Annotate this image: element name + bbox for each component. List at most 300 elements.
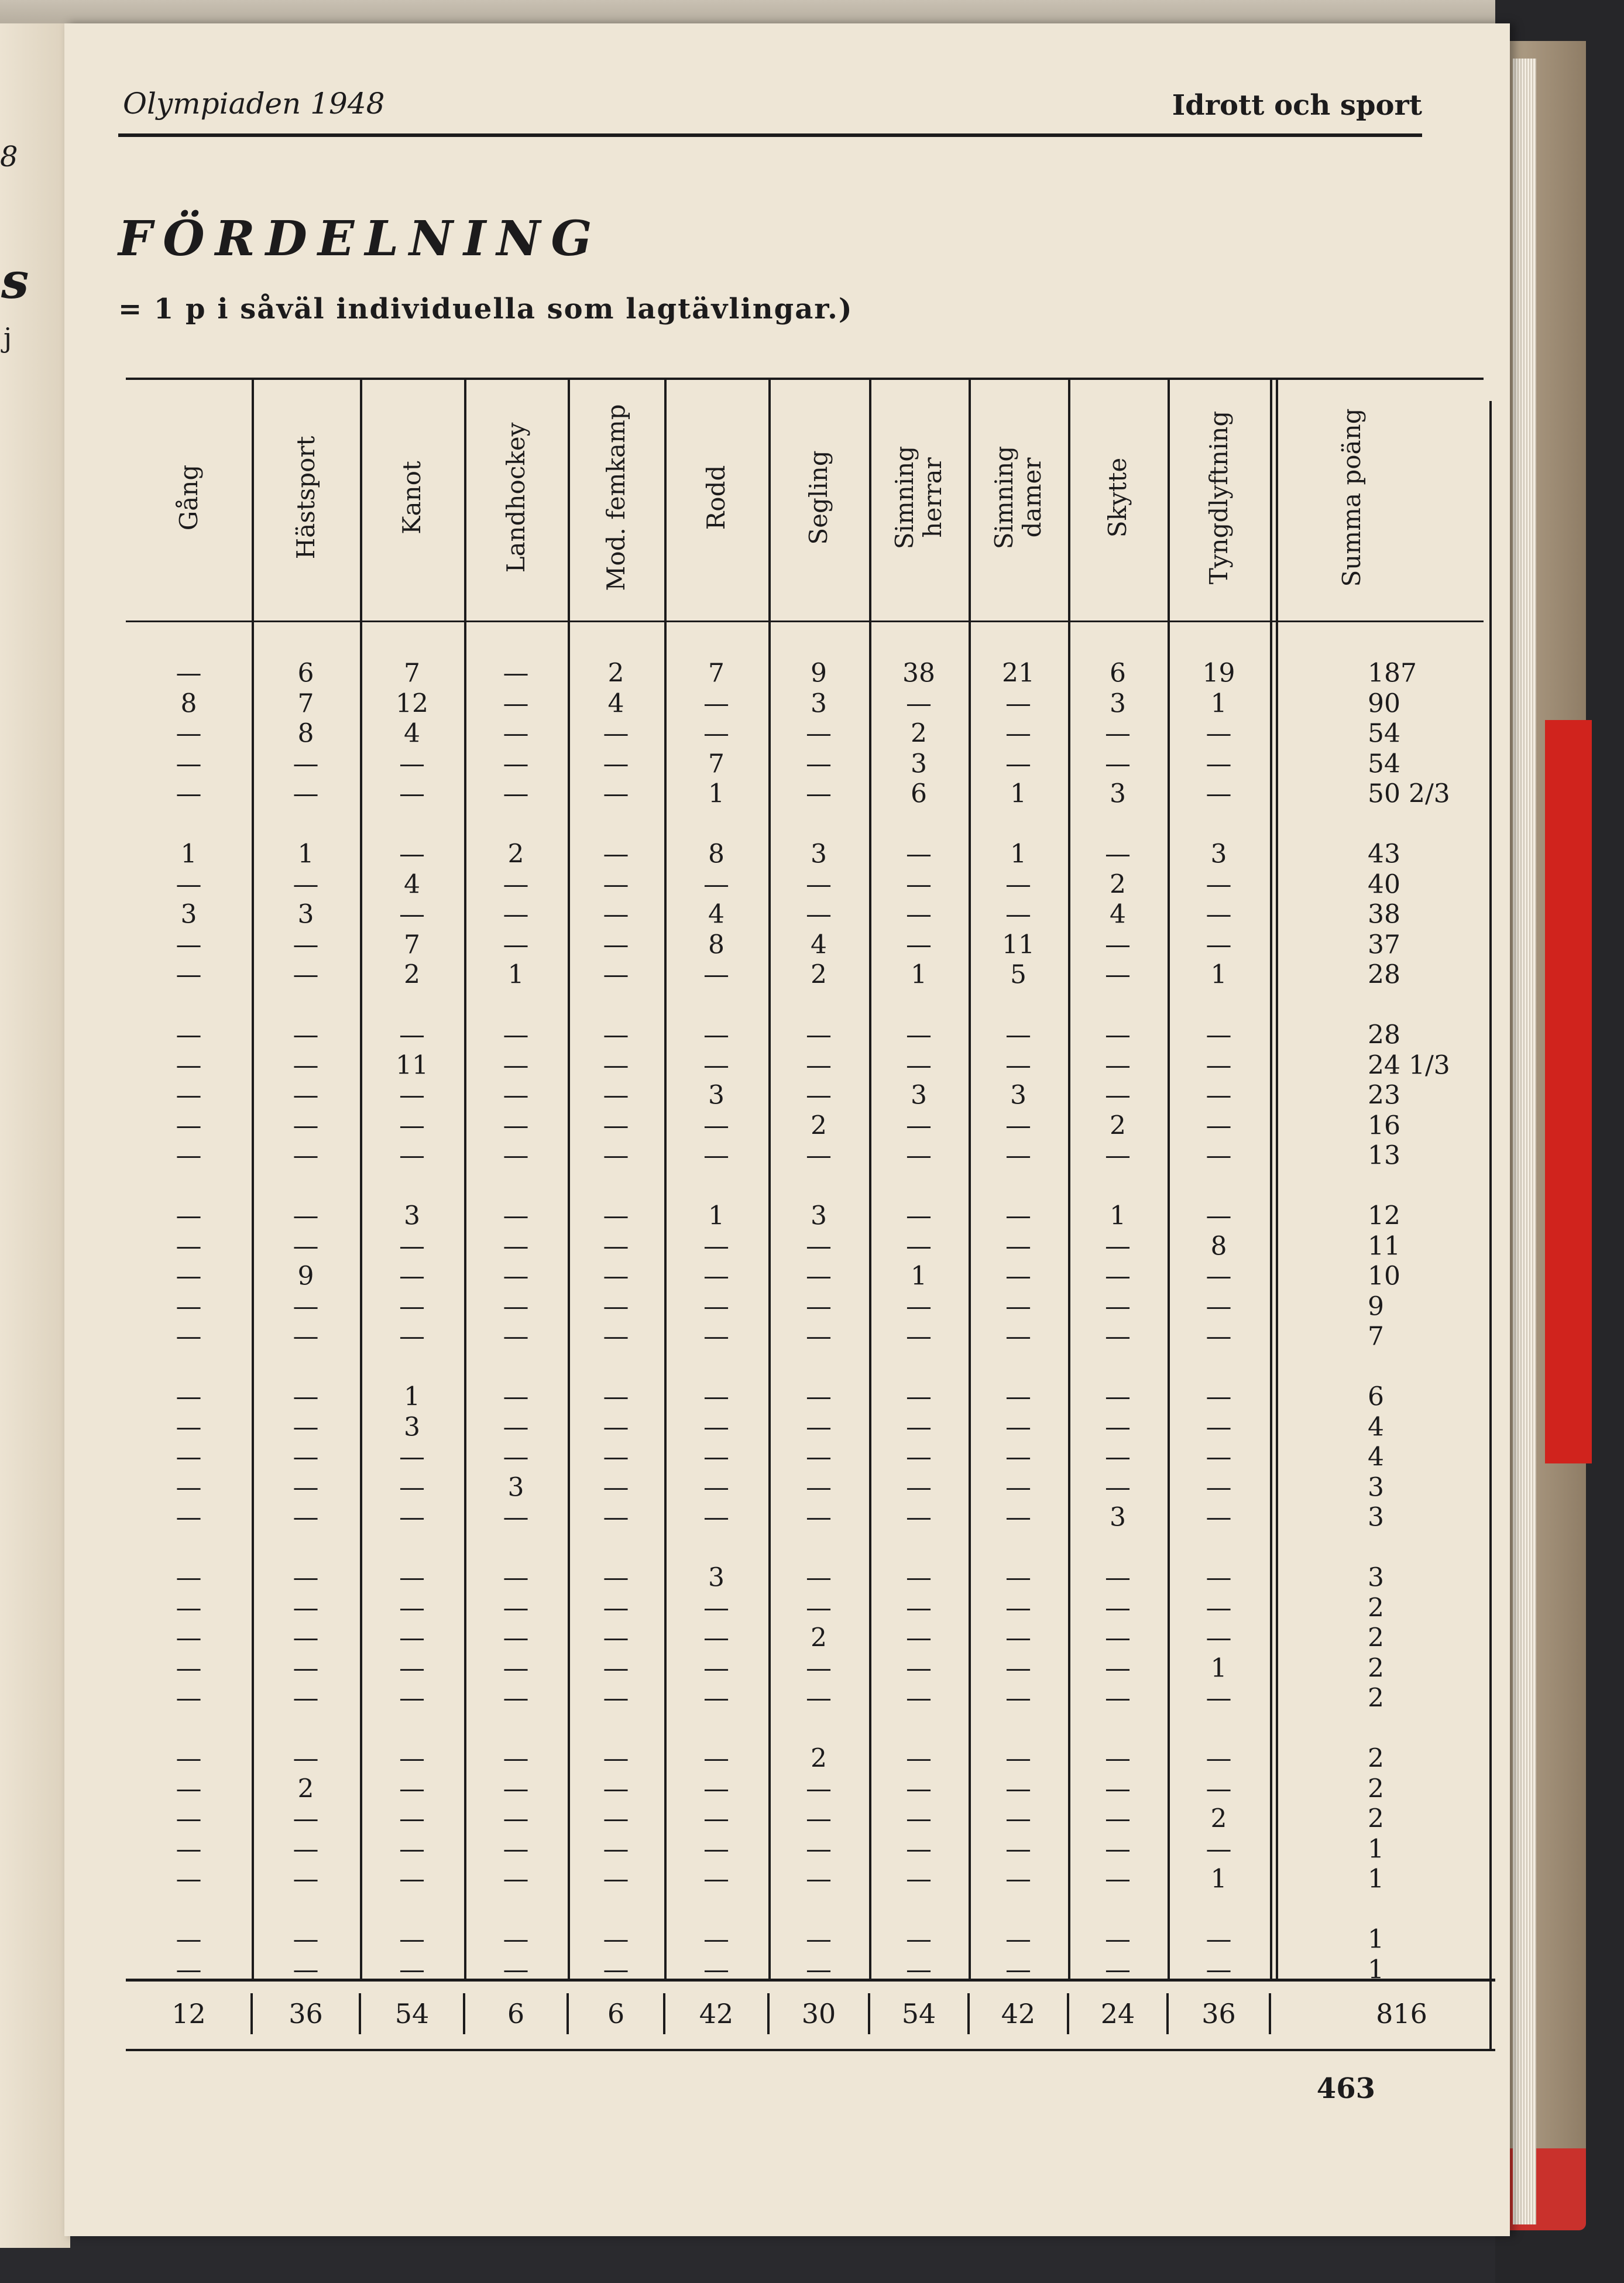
table-cell: — [293,1321,319,1352]
table-cell: — [603,1080,629,1110]
table-cell: — [1005,1743,1031,1774]
table-cell: — [176,1864,202,1894]
table-cell: — [293,779,319,809]
total-cell: 30 [801,1998,836,2030]
sum-cell: 38 [1368,899,1400,930]
table-cell: — [806,1924,832,1955]
totals-divider [767,1993,770,2034]
table-cell: — [1005,1924,1031,1955]
table-cell: — [399,1774,425,1804]
table-cell: 2 [811,1623,827,1653]
table-cell: — [1005,899,1031,930]
table-cell: — [503,1261,529,1291]
table-cell: — [1005,718,1031,749]
table-cell: — [293,1291,319,1321]
sum-cell: 4 [1368,1442,1384,1472]
table-cell: — [399,1020,425,1050]
table-cell: — [399,1080,425,1110]
table-cell: 3 [811,1201,827,1231]
table-cell: — [1206,1382,1232,1412]
table-cell: — [399,1291,425,1321]
totals-divider [1067,1993,1069,2034]
table-cell: — [503,1110,529,1140]
sum-cell: 12 [1368,1201,1400,1231]
table-cell: 8 [1210,1231,1227,1261]
table-cell: — [806,1140,832,1171]
table-cell: — [806,1955,832,1984]
table-cell: — [176,869,202,899]
table-cell: — [1105,1472,1131,1502]
table-cell: 1 [708,779,725,809]
table-cell: 3 [297,899,314,930]
table-cell: — [703,1804,729,1834]
table-cell: — [806,1653,832,1683]
column-divider [568,378,570,1979]
table-cell: — [906,1472,932,1502]
table-cell: — [1206,1412,1232,1442]
table-cell: — [293,1472,319,1502]
table-cell: — [293,1743,319,1774]
table-cell: — [806,1020,832,1050]
table-cell: — [603,1623,629,1653]
table-cell: — [399,1321,425,1352]
table-cell: — [1105,1382,1131,1412]
table-cell: — [703,1864,729,1894]
table-cell: — [703,1231,729,1261]
sum-cell: 90 [1368,688,1400,718]
table-cell: — [293,1804,319,1834]
table-cell: 1 [1010,839,1026,869]
table-cell: 1 [1210,1653,1227,1683]
table-cell: — [806,718,832,749]
table-cell: — [703,688,729,718]
table-cell: — [293,1562,319,1593]
table-cell: — [293,1050,319,1080]
table-cell: — [703,1412,729,1442]
total-cell: 54 [901,1998,936,2030]
table-cell: — [603,959,629,990]
table-cell: — [176,1653,202,1683]
table-cell: — [906,1834,932,1864]
table-cell: — [806,1080,832,1110]
table-cell: — [176,1110,202,1140]
table-cell: 4 [404,718,420,749]
table-cell: — [703,1593,729,1623]
table-cell: — [399,1653,425,1683]
sum-cell: 4 [1368,1412,1384,1442]
table-cell: — [176,1321,202,1352]
table-cell: — [1206,1050,1232,1080]
table-cell: — [503,1201,529,1231]
table-cell: — [399,1834,425,1864]
table-cell: — [703,1140,729,1171]
table-cell: — [176,1080,202,1110]
header-rule [118,133,1422,137]
table-cell: — [1005,1653,1031,1683]
table-cell: — [293,1653,319,1683]
table-cell: — [1105,1924,1131,1955]
table-cell: — [703,1020,729,1050]
table-cell: — [503,1080,529,1110]
table-cell: — [503,1593,529,1623]
sum-cell: 6 [1368,1382,1384,1412]
column-divider [869,378,871,1979]
table-cell: — [906,1442,932,1472]
table-cell: 1 [404,1382,420,1412]
table-cell: — [503,658,529,688]
totals-divider [463,1993,465,2034]
table-cell: — [293,1140,319,1171]
table-cell: — [1005,1231,1031,1261]
table-cell: 1 [911,1261,927,1291]
table-cell: — [1105,1593,1131,1623]
table-cell: — [703,1502,729,1533]
table-cell: — [806,1562,832,1593]
table-cell: — [399,1261,425,1291]
table-cell: — [1005,1201,1031,1231]
table-cell: 3 [1110,688,1126,718]
page-subtitle: = 1 p i såväl individuella som lagtävlingar.) [118,293,853,325]
sum-cell: 10 [1368,1261,1400,1291]
table-cell: — [176,1593,202,1623]
table-cell: 4 [404,869,420,899]
table-cell: — [1105,1140,1131,1171]
table-cell: — [503,930,529,959]
table-cell: 3 [1010,1080,1026,1110]
table-cell: — [603,1050,629,1080]
table-cell: — [176,1291,202,1321]
table-cell: — [503,1924,529,1955]
column-header-label: Simning herrar [890,445,947,550]
table-cell: — [603,1593,629,1623]
table-cell: — [176,959,202,990]
table-cell: — [399,1562,425,1593]
table-cell: 21 [1002,658,1035,688]
table-cell: — [293,1834,319,1864]
table-cell: — [1206,1834,1232,1864]
table-cell: 4 [607,688,624,718]
table-cell: 1 [297,839,314,869]
table-cell: — [703,1110,729,1140]
table-cell: — [603,1321,629,1352]
table-cell: — [906,899,932,930]
table-cell: — [293,1955,319,1984]
table-cell: — [1005,1955,1031,1984]
table-cell: — [906,1623,932,1653]
table-cell: — [503,1834,529,1864]
table-cell: — [176,1562,202,1593]
table-cell: — [703,1623,729,1653]
table-cell: — [603,1562,629,1593]
table-cell: 2 [911,718,927,749]
table-cell: 7 [297,688,314,718]
table-cell: — [293,1924,319,1955]
table-cell: — [1005,688,1031,718]
table-cell: 4 [1110,899,1126,930]
table-cell: — [603,1774,629,1804]
table-cell: — [703,1743,729,1774]
table-cell: — [1105,1955,1131,1984]
table-cell: — [703,1382,729,1412]
total-cell: 24 [1100,1998,1135,2030]
table-cell: 3 [708,1080,725,1110]
table-cell: — [603,1472,629,1502]
table-cell: — [1105,1683,1131,1713]
table-cell: 1 [911,959,927,990]
column-divider [1168,378,1170,1979]
column-header-label: Kanot [397,461,426,534]
totals-divider [868,1993,870,2034]
table-cell: — [906,1955,932,1984]
table-cell: — [703,1291,729,1321]
table-cell: — [399,1683,425,1713]
column-divider [252,378,254,1979]
table-cell: — [293,1201,319,1231]
total-cell: 816 [1376,1998,1427,2030]
table-cell: — [806,1683,832,1713]
table-cell: — [503,1623,529,1653]
table-cell: — [293,1080,319,1110]
column-header-label: Summa poäng [1337,408,1366,587]
total-cell: 6 [607,1998,625,2030]
table-cell: — [806,1864,832,1894]
table-cell: — [176,1261,202,1291]
page-number: 463 [1316,2072,1375,2105]
table-cell: — [1206,1683,1232,1713]
table-cell: — [176,1955,202,1984]
total-cell: 12 [171,1998,206,2030]
table-cell: — [1105,718,1131,749]
table-cell: — [1005,1412,1031,1442]
table-cell: — [1105,1412,1131,1442]
table-cell: — [906,1020,932,1050]
table-cell: 7 [404,930,420,959]
sum-cell: 28 [1368,959,1400,990]
table-cell: — [176,658,202,688]
table-cell: — [399,1231,425,1261]
table-cell: — [503,1382,529,1412]
table-cell: — [906,1110,932,1140]
table-cell: — [703,1653,729,1683]
table-cell: — [906,1291,932,1321]
sum-cell: 9 [1368,1291,1384,1321]
table-cell: — [603,899,629,930]
table-cell: — [503,749,529,779]
table-cell: — [1206,1110,1232,1140]
table-cell: — [503,1653,529,1683]
table-cell: — [603,1743,629,1774]
table-cell: — [1105,1804,1131,1834]
sum-cell: 1 [1368,1924,1384,1955]
column-header-label: Gång [174,464,203,531]
table-cell: 3 [404,1412,420,1442]
table-cell: — [1105,930,1131,959]
table-cell: 1 [507,959,524,990]
page-title: FÖRDELNING [118,211,603,267]
table-cell: — [1005,1382,1031,1412]
table-cell: 8 [708,839,725,869]
table-cell: — [1005,869,1031,899]
table-cell: 3 [404,1201,420,1231]
table-cell: — [906,1683,932,1713]
table-cell: 3 [811,688,827,718]
table-cell: — [1105,959,1131,990]
table-cell: — [603,1864,629,1894]
table-cell: — [906,1321,932,1352]
table-cell: — [1105,1623,1131,1653]
table-cell: — [1105,1020,1131,1050]
table-cell: — [906,1050,932,1080]
table-cell: — [176,1140,202,1171]
table-cell: — [176,1020,202,1050]
table-cell: — [703,1834,729,1864]
table-cell: — [806,1231,832,1261]
table-cell: — [293,1623,319,1653]
table-cell: 6 [1110,658,1126,688]
table-cell: 11 [1002,930,1035,959]
sum-cell: 1 [1368,1834,1384,1864]
table-cell: — [399,1955,425,1984]
table-cell: — [603,1110,629,1140]
column-header-label: Mod. femkamp [601,404,630,591]
table-cell: — [1206,718,1232,749]
sum-cell: 3 [1368,1502,1384,1533]
table-cell: — [399,749,425,779]
totals-divider [1269,1993,1271,2034]
table-cell: — [399,1140,425,1171]
table-cell: 3 [911,749,927,779]
sum-cell: 2 [1368,1743,1384,1774]
table-cell: — [1005,1834,1031,1864]
table-cell: 3 [507,1472,524,1502]
table-cell: — [806,1804,832,1834]
table-cell: 1 [1210,688,1227,718]
table-cell: — [176,1231,202,1261]
table-cell: — [399,1502,425,1533]
table-cell: — [1206,1743,1232,1774]
column-header-label: Hästsport [291,436,320,560]
left-page-text-1: 8 [0,140,18,173]
table-cell: — [906,1201,932,1231]
table-cell: — [1005,749,1031,779]
table-cell: — [1005,1110,1031,1140]
column-divider-double [1276,378,1278,1979]
total-cell: 6 [507,1998,525,2030]
points-table [126,354,1448,2052]
table-cell: — [1105,1231,1131,1261]
table-cell: — [1005,1683,1031,1713]
table-cell: — [703,1955,729,1984]
table-cell: 4 [811,930,827,959]
table-cell: — [806,1321,832,1352]
sum-cell: 43 [1368,839,1400,869]
table-cell: 9 [811,658,827,688]
table-top-rule [126,378,1484,380]
sum-cell: 50 2/3 [1368,779,1450,809]
table-cell: — [399,1864,425,1894]
table-cell: — [906,1743,932,1774]
sum-cell: 2 [1368,1804,1384,1834]
table-cell: — [806,1774,832,1804]
sum-cell: 37 [1368,930,1400,959]
table-cell: — [503,1140,529,1171]
table-cell: — [503,1774,529,1804]
table-cell: — [1005,1321,1031,1352]
table-cell: 6 [911,779,927,809]
table-cell: — [176,1804,202,1834]
table-cell: — [1005,1562,1031,1593]
table-cell: — [806,779,832,809]
table-cell: — [503,1020,529,1050]
table-cell: — [1206,899,1232,930]
table-cell: — [1105,749,1131,779]
table-cell: — [1206,1774,1232,1804]
table-cell: — [176,1201,202,1231]
table-cell: 6 [297,658,314,688]
table-cell: — [703,1924,729,1955]
table-cell: — [906,688,932,718]
table-cell: — [176,1683,202,1713]
sum-cell: 3 [1368,1562,1384,1593]
page-edges [1513,59,1536,2224]
table-cell: — [1005,1020,1031,1050]
table-cell: 3 [811,839,827,869]
column-header-label: Simning damer [990,445,1046,550]
table-cell: — [1105,1653,1131,1683]
table-cell: — [1206,1562,1232,1593]
table-cell: — [806,1442,832,1472]
sum-cell: 54 [1368,718,1400,749]
table-cell: — [1005,1502,1031,1533]
table-cell: — [906,1653,932,1683]
table-cell: — [906,1231,932,1261]
table-cell: — [1206,1924,1232,1955]
left-page-fragment [0,23,70,2248]
table-cell: — [1105,1321,1131,1352]
table-cell: — [703,1050,729,1080]
table-cell: — [503,1231,529,1261]
table-cell: — [603,1442,629,1472]
table-cell: — [293,1864,319,1894]
table-cell: — [503,1321,529,1352]
sum-cell: 13 [1368,1140,1400,1171]
table-cell: — [603,1140,629,1171]
column-header-label: Tyngdlyftning [1204,410,1233,585]
table-cell: 1 [708,1201,725,1231]
table-cell: — [503,1291,529,1321]
table-cell: — [603,749,629,779]
table-cell: — [1206,1321,1232,1352]
table-cell: — [176,749,202,779]
table-cell: — [906,1864,932,1894]
table-cell: — [293,1110,319,1140]
table-cell: — [806,1593,832,1623]
column-divider [464,378,466,1979]
table-cell: — [906,1140,932,1171]
totals-divider [1166,1993,1169,2034]
table-cell: 3 [911,1080,927,1110]
table-cell: — [1105,839,1131,869]
column-header-label: Segling [804,450,833,545]
total-cell: 54 [394,1998,430,2030]
table-cell: — [1206,869,1232,899]
book-cover-red-edge [1545,720,1592,1463]
table-cell: — [603,1291,629,1321]
table-cell: — [1206,1080,1232,1110]
table-cell: 5 [1010,959,1026,990]
table-cell: — [906,1804,932,1834]
table-cell: — [906,1924,932,1955]
